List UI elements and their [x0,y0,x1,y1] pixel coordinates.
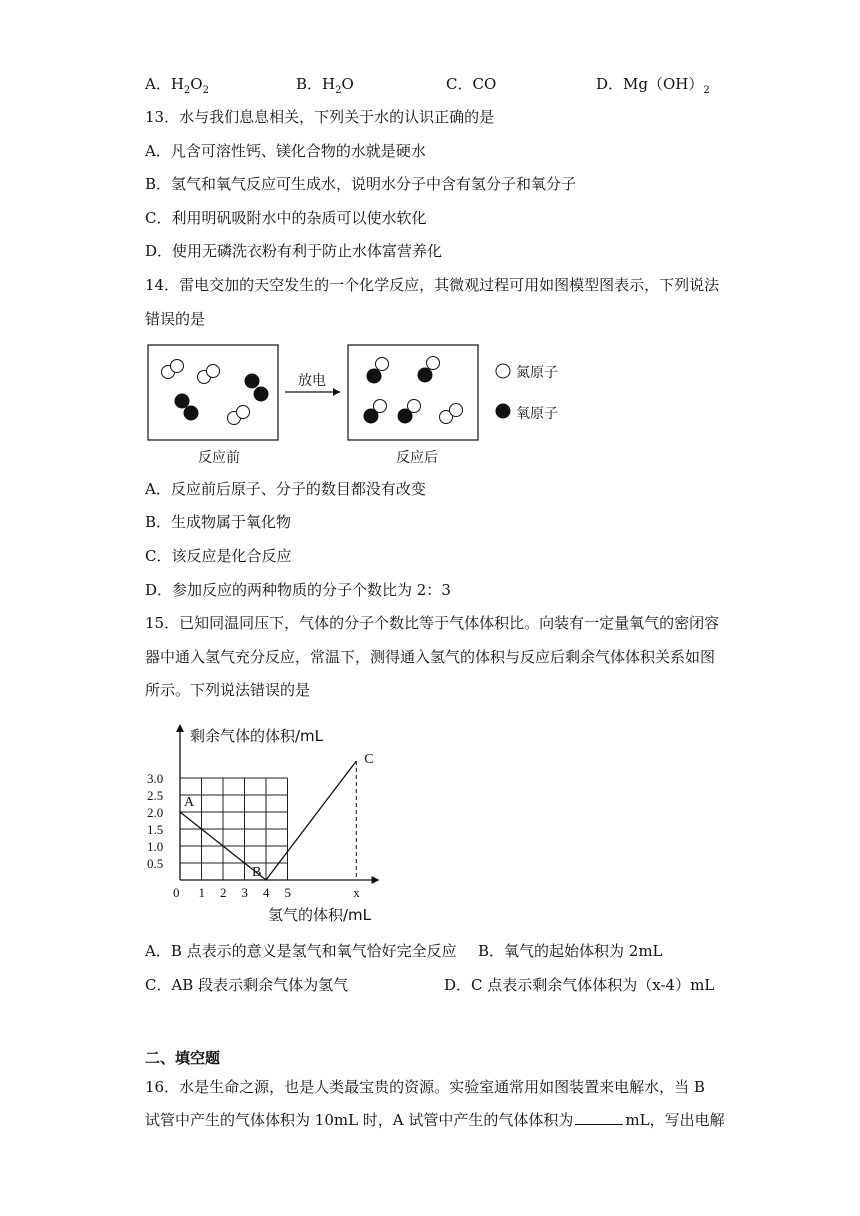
q15-stem-line1: 15．已知同温同压下，气体的分子个数比等于气体体积比。向装有一定量氧气的密闭容 [145,614,720,632]
oxygen-atom-legend [496,404,510,418]
arrow-head [333,388,340,396]
x-tick-label: x [353,885,360,900]
y-tick-label: 3.0 [147,771,164,786]
q14-stem-line2: 错误的是 [145,310,206,328]
q13-option-a: A．凡含可溶性钙、镁化合物的水就是硬水 [145,142,426,160]
q16-line2-post: mL，写出电解 [625,1111,725,1129]
x-tick-label: 5 [284,885,291,900]
legend-nitrogen-label: 氮原子 [516,365,558,381]
q13-option-c: C．利用明矾吸附水中的杂质可以使水软化 [145,209,427,227]
x-axis-arrow [372,876,380,884]
q12-option-a: A．$H_2O_2$ [145,75,209,96]
q15-option-b: B．氧气的起始体积为 2mL [478,942,663,960]
x-tick-label: 2 [220,885,227,900]
y-tick-label: 0.5 [147,856,164,871]
chart-y-axis-label: 剩余气体的体积/mL [190,727,324,745]
q16-line2 [145,1110,725,1130]
before-label: 反应前 [198,450,240,466]
y-tick-label: 1.0 [147,839,164,854]
y-tick-label: 2.0 [147,805,164,820]
x-tick-label: 1 [198,885,205,900]
q12-option-d: D．$Mg(OH)_2$ [596,75,710,96]
q13-option-d: D．使用无磷洗衣粉有利于防止水体富营养化 [145,242,443,260]
point-label-c: C [364,752,374,767]
q13-stem: 13．水与我们息息相关，下列关于水的认识正确的是 [145,108,495,126]
q14-option-c: C．该反应是化合反应 [145,547,292,565]
q16-line2-pre: 试管中产生的气体体积为 10mL 时，A 试管中产生的气体体积为 [145,1111,574,1129]
section-heading-fill-in: 二、填空题 [145,1049,221,1067]
q14-option-b: B．生成物属于氧化物 [145,513,292,531]
q12-option-c: C．CO [446,75,497,93]
q15-stem-line3: 所示。下列说法错误的是 [145,681,311,699]
x-tick-label: 3 [241,885,248,900]
after-label: 反应后 [396,450,438,466]
arrow-label: 放电 [298,373,326,389]
y-axis-arrow [176,724,184,732]
q13-option-b: B．氢气和氧气反应可生成水，说明水分子中含有氢分子和氧分子 [145,175,577,193]
nitrogen-atom-legend [496,364,510,378]
q16-line1: 16．水是生命之源，也是人类最宝贵的资源。实验室通常用如图装置来电解水，当 B [145,1078,705,1096]
y-tick-label: 1.5 [147,822,164,837]
before-molecules [162,360,269,425]
legend-oxygen-label: 氧原子 [516,406,558,422]
q14-option-d: D．参加反应的两种物质的分子个数比为 2：3 [145,581,451,599]
after-box [348,345,478,440]
remaining-gas-chart [140,722,390,927]
q15-stem-line2: 器中通入氢气充分反应，常温下，测得通入氢气的体积与反应后剩余气体体积关系如图 [145,648,716,666]
q12-option-b: B．$H_2O$ [296,75,354,96]
data-line-series [180,761,356,880]
q15-option-c: C．AB 段表示剩余气体为氢气 [145,976,349,994]
q14-option-a: A．反应前后原子、分子的数目都没有改变 [145,480,426,498]
q16-answer-blank[interactable] [575,1110,623,1125]
chart-x-axis-label: 氢气的体积/mL [268,906,372,924]
x-tick-label: 4 [263,885,270,900]
q14-stem-line1: 14．雷电交加的天空发生的一个化学反应，其微观过程可用如图模型图表示，下列说法 [145,276,720,294]
y-tick-label: 2.5 [147,788,164,803]
after-molecules [364,357,463,424]
q15-option-a: A．B 点表示的意义是氢气和氧气恰好完全反应 [145,942,457,960]
x-tick-label: 0 [173,885,180,900]
point-label-b: B [252,865,262,880]
q15-option-d: D．C 点表示剩余气体体积为（x-4）mL [444,976,715,994]
point-label-a: A [184,795,195,810]
